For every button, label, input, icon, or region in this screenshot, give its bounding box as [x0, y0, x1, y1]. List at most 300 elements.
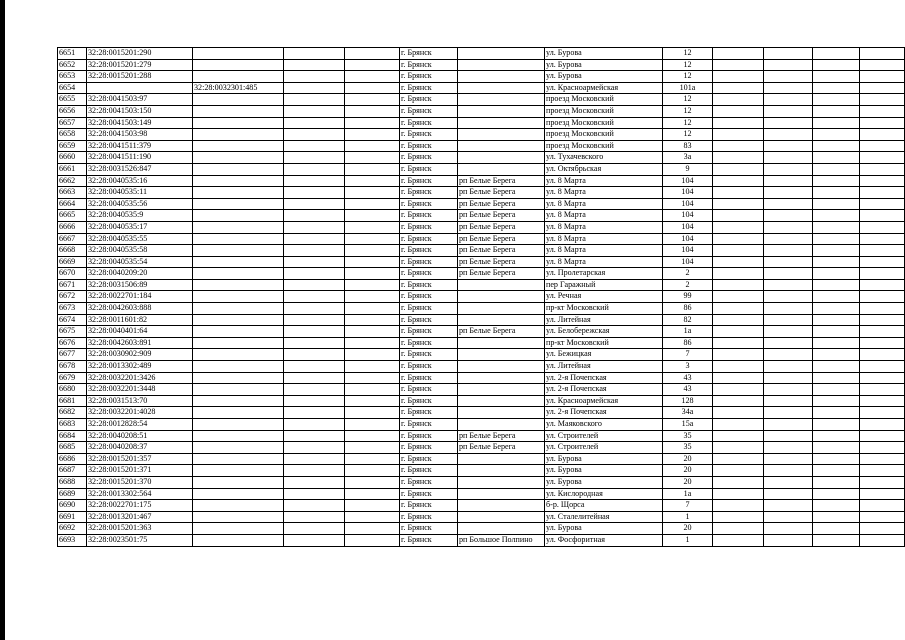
empty-cell	[813, 129, 860, 141]
street-cell: ул. Кислородная	[545, 488, 663, 500]
cadastral-number-cell: 32:28:0040535:16	[87, 175, 193, 187]
street-cell: ул. 2-я Почепская	[545, 407, 663, 419]
row-number-cell: 6661	[58, 163, 87, 175]
empty-cell	[860, 523, 905, 535]
street-cell: ул. 8 Марта	[545, 233, 663, 245]
row-number-cell: 6682	[58, 407, 87, 419]
row-number-cell: 6665	[58, 210, 87, 222]
empty-cell	[764, 395, 813, 407]
empty-cell	[764, 314, 813, 326]
empty-cell	[713, 453, 764, 465]
table-row	[58, 511, 905, 523]
house-number-cell: 82	[663, 314, 713, 326]
empty-cell	[813, 395, 860, 407]
empty-cell	[813, 337, 860, 349]
row-number-cell: 6659	[58, 140, 87, 152]
street-cell: ул. Тухачевского	[545, 152, 663, 164]
empty-cell	[345, 500, 400, 512]
cadastral-number-cell: 32:28:0030902:909	[87, 349, 193, 361]
settlement-cell	[458, 476, 545, 488]
city-cell: г. Брянск	[400, 105, 458, 117]
cadastral-number-cell: 32:28:0015201:288	[87, 71, 193, 83]
city-cell: г. Брянск	[400, 476, 458, 488]
empty-cell	[284, 210, 345, 222]
street-cell: проезд Московский	[545, 105, 663, 117]
city-cell: г. Брянск	[400, 210, 458, 222]
empty-cell	[284, 419, 345, 431]
row-number-cell: 6671	[58, 279, 87, 291]
cadastral-number-alt-cell	[193, 361, 284, 373]
cadastral-number-alt-cell	[193, 534, 284, 546]
empty-cell	[764, 187, 813, 199]
settlement-cell	[458, 48, 545, 60]
empty-cell	[813, 511, 860, 523]
empty-cell	[713, 152, 764, 164]
empty-cell	[813, 152, 860, 164]
cadastral-number-alt-cell	[193, 500, 284, 512]
empty-cell	[345, 442, 400, 454]
row-number-cell: 6662	[58, 175, 87, 187]
row-number-cell: 6674	[58, 314, 87, 326]
street-cell: ул. Белобережская	[545, 326, 663, 338]
empty-cell	[284, 476, 345, 488]
cadastral-number-alt-cell	[193, 372, 284, 384]
empty-cell	[764, 198, 813, 210]
row-number-cell: 6666	[58, 221, 87, 233]
cadastral-number-alt-cell	[193, 163, 284, 175]
empty-cell	[813, 500, 860, 512]
empty-cell	[284, 384, 345, 396]
empty-cell	[345, 326, 400, 338]
city-cell: г. Брянск	[400, 430, 458, 442]
empty-cell	[284, 129, 345, 141]
row-number-cell: 6667	[58, 233, 87, 245]
empty-cell	[860, 337, 905, 349]
house-number-cell: 15а	[663, 419, 713, 431]
street-cell: ул. Речная	[545, 291, 663, 303]
cadastral-number-alt-cell	[193, 465, 284, 477]
empty-cell	[284, 465, 345, 477]
row-number-cell: 6687	[58, 465, 87, 477]
cadastral-number-cell: 32:28:0015201:290	[87, 48, 193, 60]
empty-cell	[284, 71, 345, 83]
empty-cell	[284, 175, 345, 187]
empty-cell	[860, 71, 905, 83]
empty-cell	[813, 279, 860, 291]
empty-cell	[813, 94, 860, 106]
empty-cell	[345, 534, 400, 546]
street-cell: ул. Бурова	[545, 59, 663, 71]
house-number-cell: 20	[663, 523, 713, 535]
row-number-cell: 6681	[58, 395, 87, 407]
cadastral-number-cell: 32:28:0042603:888	[87, 303, 193, 315]
row-number-cell: 6653	[58, 71, 87, 83]
empty-cell	[284, 187, 345, 199]
cadastral-number-alt-cell	[193, 291, 284, 303]
empty-cell	[345, 465, 400, 477]
table-row	[58, 71, 905, 83]
settlement-cell	[458, 453, 545, 465]
cadastral-number-cell: 32:28:0040209:20	[87, 268, 193, 280]
cadastral-number-cell: 32:28:0015201:371	[87, 465, 193, 477]
empty-cell	[764, 511, 813, 523]
city-cell: г. Брянск	[400, 349, 458, 361]
street-cell: ул. Бурова	[545, 453, 663, 465]
table-row	[58, 268, 905, 280]
empty-cell	[860, 453, 905, 465]
table-row	[58, 94, 905, 106]
empty-cell	[713, 349, 764, 361]
row-number-cell: 6663	[58, 187, 87, 199]
empty-cell	[813, 476, 860, 488]
empty-cell	[713, 175, 764, 187]
empty-cell	[713, 71, 764, 83]
cadastral-number-alt-cell	[193, 233, 284, 245]
empty-cell	[345, 163, 400, 175]
settlement-cell: рп Белые Берега	[458, 245, 545, 257]
city-cell: г. Брянск	[400, 453, 458, 465]
table-row	[58, 442, 905, 454]
empty-cell	[764, 465, 813, 477]
table-row	[58, 198, 905, 210]
table-row	[58, 465, 905, 477]
city-cell: г. Брянск	[400, 419, 458, 431]
empty-cell	[284, 256, 345, 268]
empty-cell	[860, 476, 905, 488]
cadastral-number-alt-cell	[193, 430, 284, 442]
street-cell: ул. Бурова	[545, 476, 663, 488]
empty-cell	[860, 326, 905, 338]
empty-cell	[860, 268, 905, 280]
empty-cell	[860, 163, 905, 175]
settlement-cell	[458, 291, 545, 303]
cadastral-number-alt-cell	[193, 511, 284, 523]
empty-cell	[813, 430, 860, 442]
empty-cell	[345, 511, 400, 523]
empty-cell	[813, 384, 860, 396]
empty-cell	[860, 384, 905, 396]
street-cell: ул. Бурова	[545, 523, 663, 535]
house-number-cell: 12	[663, 48, 713, 60]
street-cell: пр-кт Московский	[545, 303, 663, 315]
empty-cell	[860, 175, 905, 187]
empty-cell	[813, 117, 860, 129]
empty-cell	[284, 337, 345, 349]
house-number-cell: 35	[663, 442, 713, 454]
empty-cell	[860, 198, 905, 210]
table-row	[58, 129, 905, 141]
house-number-cell: 3а	[663, 152, 713, 164]
row-number-cell: 6656	[58, 105, 87, 117]
city-cell: г. Брянск	[400, 488, 458, 500]
city-cell: г. Брянск	[400, 303, 458, 315]
table-row	[58, 476, 905, 488]
empty-cell	[345, 291, 400, 303]
empty-cell	[764, 48, 813, 60]
empty-cell	[713, 384, 764, 396]
row-number-cell: 6675	[58, 326, 87, 338]
street-cell: ул. Бурова	[545, 48, 663, 60]
cadastral-number-alt-cell	[193, 187, 284, 199]
table-row	[58, 210, 905, 222]
empty-cell	[764, 105, 813, 117]
house-number-cell: 1а	[663, 326, 713, 338]
empty-cell	[764, 326, 813, 338]
street-cell: ул. 2-я Почепская	[545, 372, 663, 384]
street-cell: ул. Октябрьская	[545, 163, 663, 175]
settlement-cell: рп Белые Берега	[458, 256, 545, 268]
empty-cell	[860, 407, 905, 419]
empty-cell	[764, 279, 813, 291]
settlement-cell	[458, 488, 545, 500]
street-cell: ул. Литейная	[545, 361, 663, 373]
cadastral-number-cell: 32:28:0013201:467	[87, 511, 193, 523]
cadastral-number-alt-cell	[193, 221, 284, 233]
settlement-cell: рп Белые Берега	[458, 430, 545, 442]
empty-cell	[764, 488, 813, 500]
cadastral-number-alt-cell	[193, 245, 284, 257]
table-row	[58, 48, 905, 60]
row-number-cell: 6688	[58, 476, 87, 488]
empty-cell	[284, 534, 345, 546]
empty-cell	[713, 59, 764, 71]
cadastral-number-cell: 32:28:0023501:75	[87, 534, 193, 546]
street-cell: ул. Строителей	[545, 430, 663, 442]
settlement-cell: рп Белые Берега	[458, 442, 545, 454]
row-number-cell: 6678	[58, 361, 87, 373]
empty-cell	[860, 361, 905, 373]
empty-cell	[284, 349, 345, 361]
row-number-cell: 6676	[58, 337, 87, 349]
empty-cell	[764, 453, 813, 465]
empty-cell	[813, 349, 860, 361]
street-cell: проезд Московский	[545, 94, 663, 106]
cadastral-number-cell: 32:28:0040535:55	[87, 233, 193, 245]
empty-cell	[345, 48, 400, 60]
settlement-cell	[458, 500, 545, 512]
empty-cell	[813, 256, 860, 268]
street-cell: ул. Бежицкая	[545, 349, 663, 361]
settlement-cell	[458, 407, 545, 419]
empty-cell	[813, 303, 860, 315]
empty-cell	[713, 129, 764, 141]
street-cell: б-р. Щорса	[545, 500, 663, 512]
empty-cell	[345, 430, 400, 442]
empty-cell	[813, 48, 860, 60]
house-number-cell: 20	[663, 453, 713, 465]
cadastral-number-cell: 32:28:0031506:89	[87, 279, 193, 291]
city-cell: г. Брянск	[400, 291, 458, 303]
settlement-cell	[458, 140, 545, 152]
settlement-cell	[458, 59, 545, 71]
empty-cell	[345, 476, 400, 488]
empty-cell	[860, 94, 905, 106]
settlement-cell: рп Белые Берега	[458, 221, 545, 233]
cadastral-number-alt-cell	[193, 140, 284, 152]
row-number-cell: 6657	[58, 117, 87, 129]
row-number-cell: 6677	[58, 349, 87, 361]
settlement-cell: рп Большое Полпино	[458, 534, 545, 546]
empty-cell	[345, 105, 400, 117]
city-cell: г. Брянск	[400, 534, 458, 546]
cadastral-number-cell: 32:28:0015201:363	[87, 523, 193, 535]
house-number-cell: 7	[663, 349, 713, 361]
empty-cell	[860, 395, 905, 407]
house-number-cell: 1	[663, 534, 713, 546]
settlement-cell	[458, 152, 545, 164]
city-cell: г. Брянск	[400, 395, 458, 407]
empty-cell	[345, 268, 400, 280]
empty-cell	[713, 500, 764, 512]
city-cell: г. Брянск	[400, 407, 458, 419]
empty-cell	[345, 175, 400, 187]
empty-cell	[713, 105, 764, 117]
row-number-cell: 6685	[58, 442, 87, 454]
empty-cell	[345, 395, 400, 407]
cadastral-number-cell: 32:28:0040535:9	[87, 210, 193, 222]
table-row	[58, 314, 905, 326]
city-cell: г. Брянск	[400, 256, 458, 268]
cadastral-number-alt-cell	[193, 117, 284, 129]
table-row	[58, 59, 905, 71]
empty-cell	[860, 82, 905, 94]
empty-cell	[284, 511, 345, 523]
empty-cell	[713, 430, 764, 442]
empty-cell	[860, 430, 905, 442]
empty-cell	[345, 221, 400, 233]
street-cell: ул. Фосфоритная	[545, 534, 663, 546]
empty-cell	[860, 465, 905, 477]
cadastral-number-alt-cell	[193, 488, 284, 500]
table-row	[58, 430, 905, 442]
empty-cell	[345, 361, 400, 373]
empty-cell	[860, 488, 905, 500]
city-cell: г. Брянск	[400, 268, 458, 280]
table-row	[58, 407, 905, 419]
table-row	[58, 534, 905, 546]
table-row	[58, 523, 905, 535]
cadastral-number-alt-cell	[193, 419, 284, 431]
empty-cell	[284, 314, 345, 326]
empty-cell	[284, 245, 345, 257]
settlement-cell	[458, 361, 545, 373]
table-row	[58, 500, 905, 512]
table-body	[58, 48, 905, 547]
settlement-cell	[458, 105, 545, 117]
empty-cell	[284, 407, 345, 419]
empty-cell	[764, 337, 813, 349]
row-number-cell: 6652	[58, 59, 87, 71]
settlement-cell: рп Белые Берега	[458, 210, 545, 222]
empty-cell	[813, 105, 860, 117]
city-cell: г. Брянск	[400, 465, 458, 477]
cadastral-number-cell: 32:28:0022701:175	[87, 500, 193, 512]
empty-cell	[764, 372, 813, 384]
table-row	[58, 279, 905, 291]
house-number-cell: 104	[663, 233, 713, 245]
empty-cell	[284, 453, 345, 465]
empty-cell	[284, 82, 345, 94]
empty-cell	[713, 303, 764, 315]
cadastral-number-cell: 32:28:0041511:379	[87, 140, 193, 152]
settlement-cell	[458, 314, 545, 326]
empty-cell	[764, 117, 813, 129]
row-number-cell: 6672	[58, 291, 87, 303]
street-cell: ул. Красноармейская	[545, 82, 663, 94]
empty-cell	[813, 233, 860, 245]
cadastral-number-cell: 32:28:0032201:3448	[87, 384, 193, 396]
empty-cell	[345, 337, 400, 349]
empty-cell	[284, 442, 345, 454]
empty-cell	[764, 152, 813, 164]
empty-cell	[860, 233, 905, 245]
city-cell: г. Брянск	[400, 187, 458, 199]
cadastral-number-alt-cell	[193, 198, 284, 210]
settlement-cell	[458, 372, 545, 384]
empty-cell	[860, 140, 905, 152]
empty-cell	[764, 175, 813, 187]
empty-cell	[345, 117, 400, 129]
empty-cell	[713, 268, 764, 280]
street-cell: проезд Московский	[545, 117, 663, 129]
empty-cell	[813, 268, 860, 280]
row-number-cell: 6683	[58, 419, 87, 431]
cadastral-number-alt-cell	[193, 407, 284, 419]
empty-cell	[764, 476, 813, 488]
settlement-cell	[458, 465, 545, 477]
empty-cell	[713, 407, 764, 419]
empty-cell	[764, 268, 813, 280]
empty-cell	[345, 384, 400, 396]
table-row	[58, 303, 905, 315]
empty-cell	[764, 59, 813, 71]
street-cell: ул. Бурова	[545, 465, 663, 477]
empty-cell	[860, 314, 905, 326]
cadastral-number-alt-cell	[193, 476, 284, 488]
cadastral-number-cell: 32:28:0041511:190	[87, 152, 193, 164]
empty-cell	[813, 419, 860, 431]
cadastral-number-cell: 32:28:0041503:97	[87, 94, 193, 106]
settlement-cell	[458, 279, 545, 291]
empty-cell	[713, 82, 764, 94]
settlement-cell: рп Белые Берега	[458, 198, 545, 210]
table-row	[58, 326, 905, 338]
empty-cell	[764, 523, 813, 535]
empty-cell	[813, 140, 860, 152]
empty-cell	[813, 210, 860, 222]
settlement-cell	[458, 337, 545, 349]
cadastral-number-cell: 32:28:0015201:357	[87, 453, 193, 465]
empty-cell	[860, 105, 905, 117]
empty-cell	[713, 361, 764, 373]
empty-cell	[860, 129, 905, 141]
empty-cell	[345, 372, 400, 384]
cadastral-number-alt-cell	[193, 442, 284, 454]
empty-cell	[345, 419, 400, 431]
empty-cell	[713, 534, 764, 546]
empty-cell	[713, 337, 764, 349]
empty-cell	[713, 221, 764, 233]
empty-cell	[345, 453, 400, 465]
table-row	[58, 337, 905, 349]
empty-cell	[860, 187, 905, 199]
house-number-cell: 20	[663, 465, 713, 477]
row-number-cell: 6664	[58, 198, 87, 210]
empty-cell	[860, 291, 905, 303]
city-cell: г. Брянск	[400, 361, 458, 373]
row-number-cell: 6692	[58, 523, 87, 535]
cadastral-number-alt-cell: 32:28:0032301:485	[193, 82, 284, 94]
